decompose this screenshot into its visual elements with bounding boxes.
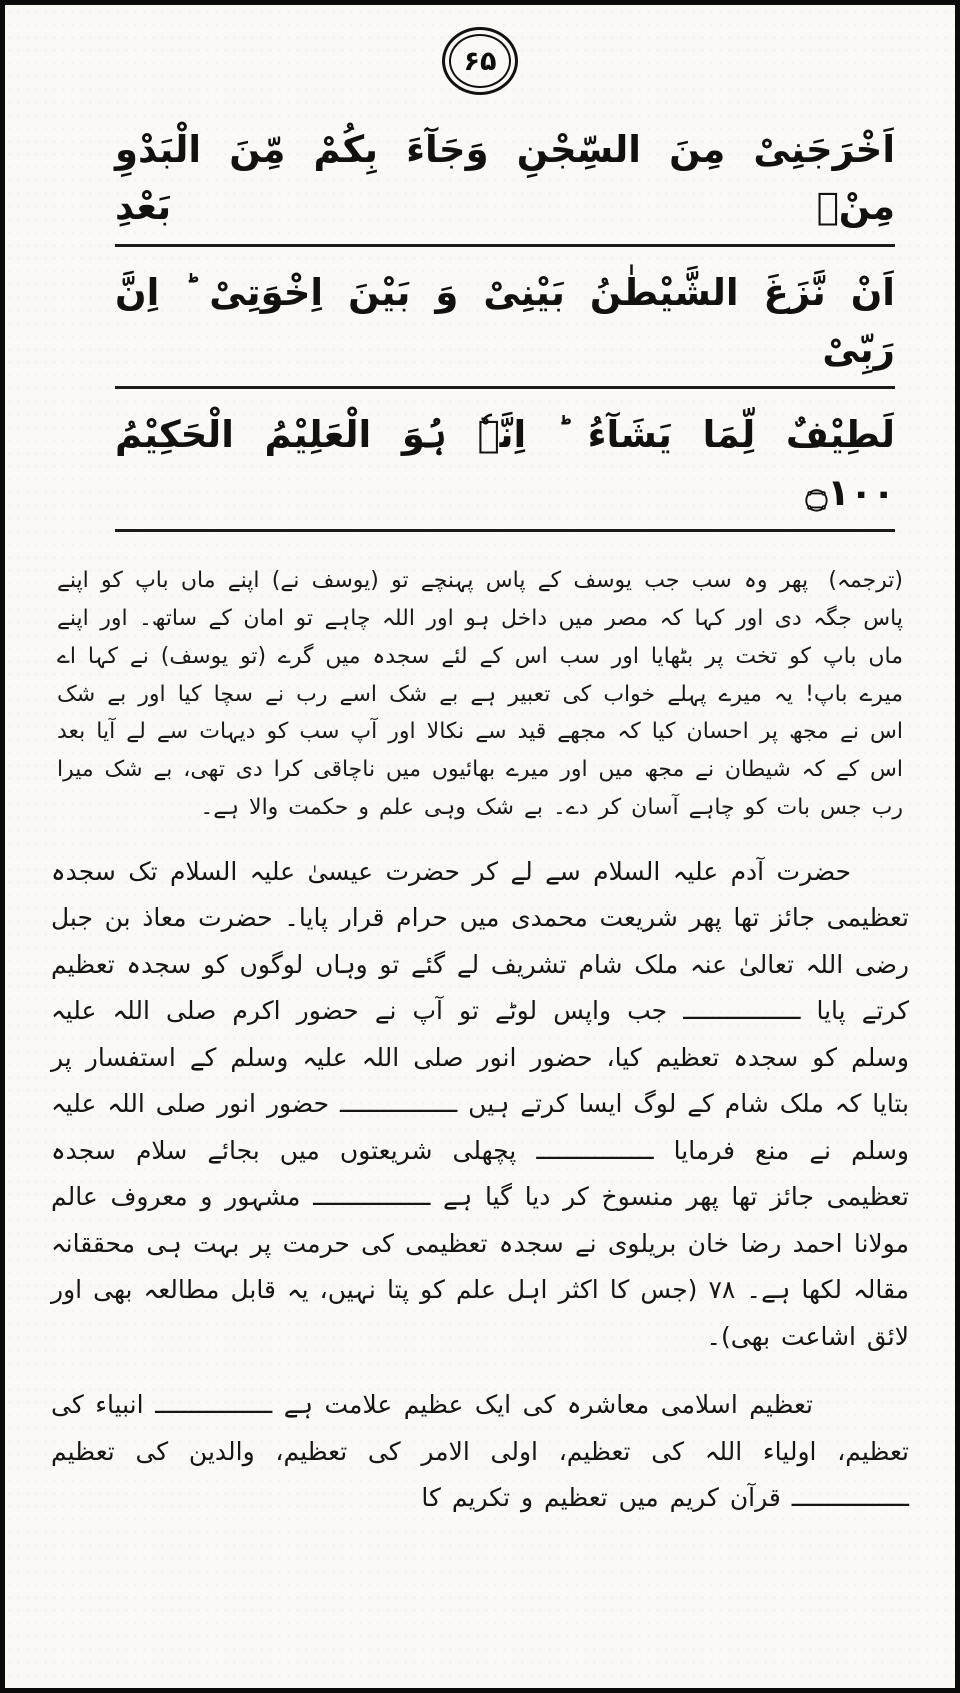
page-number: ۶۵ — [463, 45, 497, 77]
verse-line-3: لَطِیْفٌ لِّمَا یَشَآءُ ؕ اِنَّہٗ ہُوَ الْعَلِیْمُ الْحَکِیْمُ ۝۱۰۰ — [115, 406, 895, 532]
verse-line-1: اَخْرَجَنِیْ مِنَ السِّجْنِ وَجَآءَ بِکُمْ مِّنَ الْبَدْوِ مِنْۢ بَعْدِ — [115, 121, 895, 247]
closing-paragraph: تعظیم اسلامی معاشرہ کی ایک عظیم علامت ہے ــــــــــــــــ انبیاء کی تعظیم، اولیاء اللہ کی تعظیم، اولی الامر کی تعظیم، والدین کی تعظیم ــــــــــــــــ قرآن کریم میں تعظیم و تکریم کا — [51, 1390, 909, 1513]
translation-paragraph — [57, 562, 903, 827]
page-number-inner-circle — [449, 34, 511, 88]
verse-line-2: اَنْ نَّزَغَ الشَّیْطٰنُ بَیْنِیْ وَ بَیْنَ اِخْوَتِیْ ؕ اِنَّ رَبِّیْ — [115, 264, 895, 390]
commentary-paragraph: حضرت آدم علیہ السلام سے لے کر حضرت عیسیٰ علیہ السلام تک سجدہ تعظیمی جائز تھا پھر شریعت محمدی میں حرام قرار پایا۔ حضرت معاذ بن جبل رضی اللہ تعالیٰ عنہ ملک شام تشریف لے گئے تو وہاں لوگوں کو سجدہ تعظیم کرتے پایا ــــــــــــــــ جب واپس لوٹے تو آپ نے حضور اکرم صلی اللہ علیہ وسلم کو سجدہ تعظیم کیا، حضور انور صلی اللہ علیہ وسلم کے استفسار پر بتایا کہ ملک شام کے لوگ ایسا کرتے ہیں ــــــــــــــــ حضور انور صلی اللہ علیہ وسلم نے منع فرمایا ــــــــــــــــ پچھلی شریعتوں میں بجائے سلام سجدہ تعظیمی جائز تھا پھر منسوخ کر دیا گیا ہے ــــــــــــــــ مشہور و معروف عالم مولانا احمد رضا خان بریلوی نے سجدہ تعظیمی کی حرمت پر بہت ہی محققانہ مقالہ لکھا ہے۔ ۷۸ (جس کا اکثر اہل علم کو پتا نہیں، یہ قابل مطالعہ بھی اور لائق اشاعت بھی)۔ — [51, 856, 909, 1351]
quran-verse-block — [115, 121, 895, 532]
page-number-outer-circle — [442, 27, 518, 95]
page-number-badge — [51, 27, 909, 95]
translation-label: (ترجمہ) — [828, 568, 904, 594]
translation-text: پھر وہ سب جب یوسف کے پاس پہنچے تو (یوسف نے) اپنے ماں باپ کو اپنے پاس جگہ دی اور کہا کہ مصر میں داخل ہو اور اللہ چاہے تو امان کے ساتھ۔ اور اپنے ماں باپ کو تخت پر بٹھایا اور سب اس کے لئے سجدہ میں گرے (تو یوسف) نے کہا اے میرے باپ! یہ میرے پہلے خواب کی تعبیر ہے بے شک اسے رب نے سچا کیا اور بے شک اس نے مجھ پر احسان کیا کہ مجھے قید سے نکالا اور آپ سب کو دیہات سے لے آیا بعد اس کے کہ شیطان نے مجھ میں اور میرے بھائیوں میں ناچاقی کرا دی تھی، بے شک میرا رب جس بات کو چاہے آسان کر دے۔ بے شک وہی علم و حکمت والا ہے۔ — [57, 568, 903, 821]
